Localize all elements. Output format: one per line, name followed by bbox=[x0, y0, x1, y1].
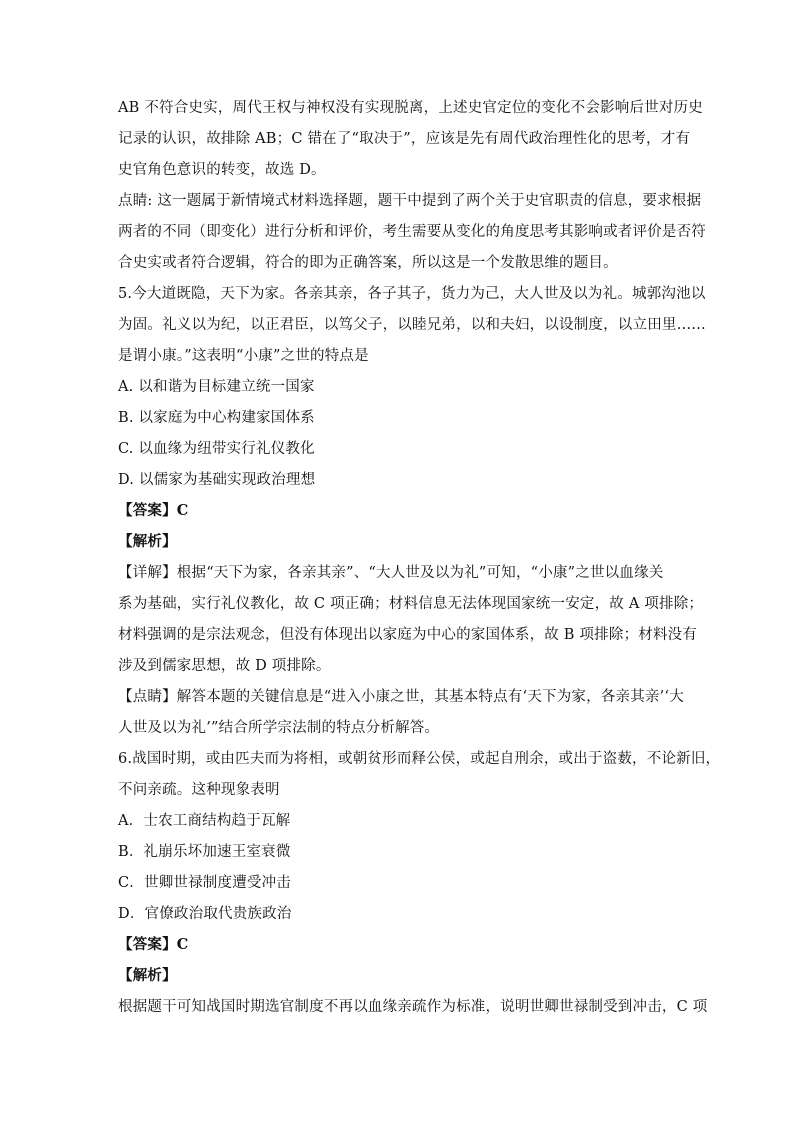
explanation-line: 根据题干可知战国时期选官制度不再以血缘亲疏作为标准，说明世卿世禄制受到冲击，C 项 bbox=[118, 999, 708, 1015]
analysis-label: 【解析】 bbox=[118, 967, 177, 984]
question-5-option-b: B. 以家庭为中心构建家国体系 bbox=[118, 410, 315, 426]
text-line: 记录的认识，故排除 AB；C 错在了“取决于”，应该是先有周代政治理性化的思考，才有 bbox=[118, 131, 691, 147]
comment-line: 点睛: 这一题属于新情境式材料选择题，题干中提到了两个关于史官职责的信息，要求根据 bbox=[118, 193, 702, 209]
text-line: 两者的不同（即变化）进行分析和评价，考生需要从变化的角度思考其影响或者评价是否符 bbox=[118, 224, 706, 240]
explanation-line: 涉及到儒家思想，故 D 项排除。 bbox=[118, 658, 331, 674]
comment-line: 【点睛】解答本题的关键信息是“进入小康之世，其基本特点有‘天下为家，各亲其亲’‘大 bbox=[118, 689, 684, 705]
question-5-stem: 5.今大道既隐，天下为家。各亲其亲，各子其子，货力为己，大人世及以为礼。城郭沟池以 bbox=[118, 286, 706, 302]
question-5-option-a: A. 以和谐为目标建立统一国家 bbox=[118, 379, 315, 395]
question-6-option-c: C．世卿世禄制度遭受冲击 bbox=[118, 875, 291, 891]
question-6-stem: 不问亲疏。这种现象表明 bbox=[118, 782, 280, 798]
explanation-line: 【详解】根据“天下为家，各亲其亲”、“大人世及以为礼”可知，“小康”之世以血缘关 bbox=[118, 565, 664, 581]
question-6-stem: 6.战国时期，或由匹夫而为将相，或朝贫形而释公侯，或起自刑余，或出于盗薮，不论新旧， bbox=[118, 751, 721, 767]
question-6-option-b: B．礼崩乐坏加速王室衰微 bbox=[118, 844, 291, 860]
comment-line: 人世及以为礼’”结合所学宗法制的特点分析解答。 bbox=[118, 720, 440, 736]
document-page bbox=[118, 98, 721, 1028]
question-6-option-d: D．官僚政治取代贵族政治 bbox=[118, 906, 292, 922]
text-line: 合史实或者符合逻辑，符合的即为正确答案，所以这是一个发散思维的题目。 bbox=[118, 255, 618, 271]
text-line: 史官角色意识的转变，故选 D。 bbox=[118, 162, 326, 178]
explanation-line: 材料强调的是宗法观念，但没有体现出以家庭为中心的家国体系，故 B 项排除；材料没有 bbox=[118, 627, 698, 643]
question-5-option-d: D. 以儒家为基础实现政治理想 bbox=[118, 472, 316, 488]
analysis-label: 【解析】 bbox=[118, 533, 177, 550]
question-5-stem: 是谓小康。”这表明“小康”之世的特点是 bbox=[118, 348, 369, 364]
text-line: AB 不符合史实，周代王权与神权没有实现脱离，上述史官定位的变化不会影响后世对历史 bbox=[118, 100, 703, 116]
answer-label: 【答案】C bbox=[118, 502, 189, 519]
question-5-option-c: C. 以血缘为纽带实行礼仪教化 bbox=[118, 441, 315, 457]
explanation-line: 系为基础，实行礼仪教化，故 C 项正确；材料信息无法体现国家统一安定，故 A 项排除； bbox=[118, 596, 704, 612]
answer-label: 【答案】C bbox=[118, 936, 189, 953]
question-6-option-a: A．士农工商结构趋于瓦解 bbox=[118, 813, 291, 829]
question-5-stem: 为固。礼义以为纪，以正君臣，以笃父子，以睦兄弟，以和夫妇，以设制度，以立田里…… bbox=[118, 317, 706, 333]
